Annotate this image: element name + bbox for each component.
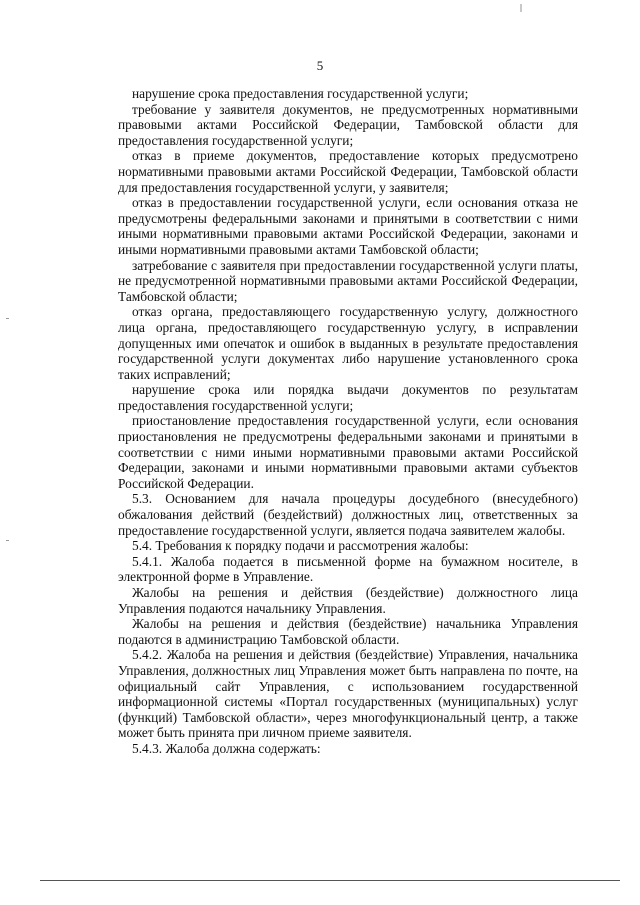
paragraph: отказ органа, предоставляющего государственную услугу, должностного лица органа, предоставляющего государственную услугу, в исправлении допущенных ими опечаток и ошибок в выданных в результате предоставления государственной услуги документах либо нарушение установленного срока таких исправлений; (118, 304, 578, 382)
document-body (118, 86, 578, 757)
paragraph: Жалобы на решения и действия (бездействие) начальника Управления подаются в администрацию Тамбовской области. (118, 616, 578, 647)
paragraph: требование у заявителя документов, не предусмотренных нормативными правовыми актами Российской Федерации, Тамбовской области для предоставления государственной услуги; (118, 101, 578, 148)
section-5-4-heading: 5.4. Требования к порядку подачи и рассмотрения жалобы: (132, 538, 469, 554)
scan-artifact-tick (6, 540, 9, 541)
paragraph: приостановление предоставления государственной услуги, если основания приостановления не предусмотрены федеральными законами и принятыми в соответствии с ними иными нормативными правовыми актами Российской Федерации, законами и иными нормативными правовыми актами субъектов Российской Федерации. (118, 413, 578, 491)
scan-bottom-line (40, 880, 620, 881)
paragraph: Жалобы на решения и действия (бездействие) должностного лица Управления подаются начальнику Управления. (118, 585, 578, 616)
section-5-4-1: 5.4.1. Жалоба подается в письменной форме на бумажном носителе, в электронной форме в Управление. (118, 553, 578, 585)
section-5-4-3: 5.4.3. Жалоба должна содержать: (132, 740, 321, 756)
paragraph: нарушение срока предоставления государственной услуги; (132, 86, 469, 101)
paragraph: отказ в приеме документов, предоставление которых предусмотрено нормативными правовыми актами Российской Федерации, Тамбовской области для предоставления государственной услуги, у заявителя; (118, 148, 578, 195)
scan-artifact-tick (6, 318, 9, 319)
paragraph: отказ в предоставлении государственной услуги, если основания отказа не предусмотрены федеральными законами и принятыми в соответствии с ними иными нормативными правовыми актами Российской Федерации, законами и иными нормативными правовыми актами Тамбовской области; (118, 195, 578, 257)
page-number: 5 (316, 58, 324, 73)
paragraph: нарушение срока или порядка выдачи документов по результатам предоставления государственной услуги; (118, 382, 578, 413)
section-5-3: 5.3. Основанием для начала процедуры досудебного (внесудебного) обжалования действий (бездействий) должностных лиц, ответственных за предоставление государственной услуги, является подача заявителем жалобы. (118, 491, 578, 538)
paragraph: затребование с заявителя при предоставлении государственной услуги платы, не предусмотренной нормативными правовыми актами Российской Федерации, Тамбовской области; (118, 257, 578, 304)
scan-artifact (520, 4, 522, 12)
section-5-4-2: 5.4.2. Жалоба на решения и действия (бездействие) Управления, начальника Управления, должностных лиц Управления может быть направлена по почте, на официальный сайт Управления, с использованием государственной информационной системы «Портал государственных (муниципальных) услуг (функций) Тамбовской области», через многофункциональный центр, а также может быть принята при личном приеме заявителя. (118, 647, 578, 741)
